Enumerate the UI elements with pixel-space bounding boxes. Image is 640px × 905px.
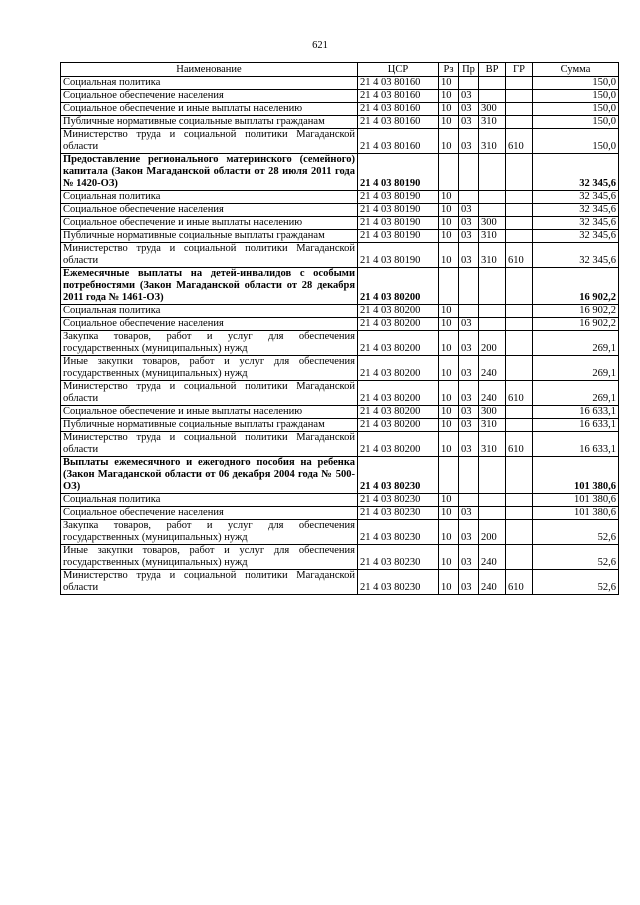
- cell-rz: 10: [439, 432, 459, 457]
- cell-gr: [506, 217, 533, 230]
- cell-sum: 150,0: [533, 129, 619, 154]
- cell-sum: 52,6: [533, 570, 619, 595]
- cell-csr: 21 4 03 80200: [358, 419, 439, 432]
- cell-pr: [459, 457, 479, 494]
- table-row: [61, 570, 619, 595]
- cell-vr: [479, 318, 506, 331]
- cell-sum: 269,1: [533, 356, 619, 381]
- cell-rz: 10: [439, 331, 459, 356]
- cell-vr: 240: [479, 356, 506, 381]
- cell-sum: 269,1: [533, 381, 619, 406]
- cell-gr: [506, 116, 533, 129]
- cell-name: Иные закупки товаров, работ и услуг для обеспечения государственных (муниципальных) нужд: [61, 545, 358, 570]
- cell-rz: 10: [439, 217, 459, 230]
- cell-sum: 16 633,1: [533, 432, 619, 457]
- table-row: [61, 406, 619, 419]
- cell-gr: [506, 494, 533, 507]
- cell-pr: 03: [459, 520, 479, 545]
- cell-name: Социальная политика: [61, 191, 358, 204]
- cell-sum: 150,0: [533, 77, 619, 90]
- cell-vr: 310: [479, 243, 506, 268]
- cell-name: Социальная политика: [61, 77, 358, 90]
- header-rz: Рз: [439, 63, 459, 77]
- cell-pr: 03: [459, 432, 479, 457]
- cell-rz: [439, 154, 459, 191]
- cell-vr: [479, 494, 506, 507]
- table-row: [61, 154, 619, 191]
- cell-csr: 21 4 03 80230: [358, 507, 439, 520]
- cell-gr: [506, 318, 533, 331]
- cell-vr: 310: [479, 129, 506, 154]
- cell-pr: 03: [459, 217, 479, 230]
- cell-gr: [506, 90, 533, 103]
- table-row: [61, 103, 619, 116]
- table-header-row: [61, 63, 619, 77]
- cell-gr: [506, 305, 533, 318]
- cell-gr: [506, 77, 533, 90]
- cell-gr: [506, 230, 533, 243]
- table-row: [61, 457, 619, 494]
- cell-sum: 101 380,6: [533, 457, 619, 494]
- cell-gr: 610: [506, 432, 533, 457]
- cell-name: Выплаты ежемесячного и ежегодного пособия на ребенка (Закон Магаданской области от 06 декабря 2004 года № 500-ОЗ): [61, 457, 358, 494]
- cell-gr: [506, 419, 533, 432]
- cell-rz: 10: [439, 230, 459, 243]
- cell-csr: 21 4 03 80200: [358, 331, 439, 356]
- table-row: [61, 419, 619, 432]
- cell-name: Социальное обеспечение населения: [61, 204, 358, 217]
- cell-pr: 03: [459, 103, 479, 116]
- cell-name: Публичные нормативные социальные выплаты гражданам: [61, 419, 358, 432]
- cell-rz: 10: [439, 243, 459, 268]
- cell-csr: 21 4 03 80230: [358, 570, 439, 595]
- cell-sum: 101 380,6: [533, 494, 619, 507]
- cell-name: Социальное обеспечение и иные выплаты населению: [61, 103, 358, 116]
- cell-csr: 21 4 03 80190: [358, 154, 439, 191]
- cell-vr: 300: [479, 406, 506, 419]
- cell-csr: 21 4 03 80200: [358, 356, 439, 381]
- cell-csr: 21 4 03 80200: [358, 432, 439, 457]
- cell-name: Социальное обеспечение населения: [61, 507, 358, 520]
- table-row: [61, 217, 619, 230]
- cell-gr: [506, 268, 533, 305]
- cell-pr: [459, 191, 479, 204]
- budget-table: [60, 62, 619, 595]
- cell-vr: 310: [479, 419, 506, 432]
- cell-vr: [479, 90, 506, 103]
- cell-csr: 21 4 03 80160: [358, 116, 439, 129]
- cell-rz: 10: [439, 318, 459, 331]
- cell-gr: [506, 356, 533, 381]
- cell-name: Социальное обеспечение и иные выплаты населению: [61, 217, 358, 230]
- cell-sum: 269,1: [533, 331, 619, 356]
- cell-sum: 32 345,6: [533, 243, 619, 268]
- cell-csr: 21 4 03 80190: [358, 191, 439, 204]
- cell-rz: 10: [439, 494, 459, 507]
- cell-name: Ежемесячные выплаты на детей-инвалидов с особыми потребностями (Закон Магаданской области от 28 декабря 2011 года № 1461-ОЗ): [61, 268, 358, 305]
- cell-sum: 32 345,6: [533, 191, 619, 204]
- table-row: [61, 305, 619, 318]
- cell-csr: 21 4 03 80160: [358, 77, 439, 90]
- table-row: [61, 204, 619, 217]
- cell-rz: 10: [439, 191, 459, 204]
- cell-rz: 10: [439, 204, 459, 217]
- cell-sum: 16 902,2: [533, 305, 619, 318]
- cell-pr: [459, 77, 479, 90]
- cell-csr: 21 4 03 80200: [358, 406, 439, 419]
- cell-vr: 310: [479, 230, 506, 243]
- table-row: [61, 77, 619, 90]
- cell-sum: 150,0: [533, 90, 619, 103]
- cell-rz: 10: [439, 406, 459, 419]
- cell-name: Социальное обеспечение и иные выплаты населению: [61, 406, 358, 419]
- cell-pr: [459, 268, 479, 305]
- cell-sum: 52,6: [533, 545, 619, 570]
- cell-csr: 21 4 03 80230: [358, 457, 439, 494]
- cell-gr: [506, 520, 533, 545]
- cell-gr: [506, 103, 533, 116]
- cell-sum: 32 345,6: [533, 217, 619, 230]
- cell-csr: 21 4 03 80190: [358, 204, 439, 217]
- table-row: [61, 268, 619, 305]
- cell-rz: 10: [439, 507, 459, 520]
- cell-vr: 240: [479, 381, 506, 406]
- cell-sum: 32 345,6: [533, 154, 619, 191]
- cell-name: Публичные нормативные социальные выплаты гражданам: [61, 116, 358, 129]
- cell-name: Министерство труда и социальной политики Магаданской области: [61, 570, 358, 595]
- cell-csr: 21 4 03 80230: [358, 545, 439, 570]
- cell-csr: 21 4 03 80230: [358, 494, 439, 507]
- table-row: [61, 90, 619, 103]
- cell-sum: 16 633,1: [533, 419, 619, 432]
- cell-sum: 150,0: [533, 103, 619, 116]
- cell-name: Министерство труда и социальной политики Магаданской области: [61, 432, 358, 457]
- cell-sum: 32 345,6: [533, 230, 619, 243]
- cell-rz: 10: [439, 356, 459, 381]
- cell-pr: 03: [459, 204, 479, 217]
- cell-rz: [439, 268, 459, 305]
- cell-rz: 10: [439, 419, 459, 432]
- cell-gr: [506, 406, 533, 419]
- cell-rz: 10: [439, 90, 459, 103]
- cell-rz: 10: [439, 305, 459, 318]
- header-sum: Сумма: [533, 63, 619, 77]
- table-row: [61, 331, 619, 356]
- table-row: [61, 116, 619, 129]
- cell-gr: [506, 191, 533, 204]
- cell-name: Социальное обеспечение населения: [61, 90, 358, 103]
- cell-sum: 16 633,1: [533, 406, 619, 419]
- cell-csr: 21 4 03 80200: [358, 381, 439, 406]
- cell-pr: [459, 305, 479, 318]
- header-vr: ВР: [479, 63, 506, 77]
- cell-pr: 03: [459, 570, 479, 595]
- cell-gr: [506, 507, 533, 520]
- cell-csr: 21 4 03 80160: [358, 90, 439, 103]
- cell-gr: 610: [506, 570, 533, 595]
- cell-vr: 300: [479, 103, 506, 116]
- cell-rz: 10: [439, 103, 459, 116]
- table-row: [61, 318, 619, 331]
- cell-gr: 610: [506, 243, 533, 268]
- cell-rz: 10: [439, 116, 459, 129]
- cell-vr: 300: [479, 217, 506, 230]
- table-row: [61, 191, 619, 204]
- cell-gr: [506, 545, 533, 570]
- cell-vr: [479, 268, 506, 305]
- table-row: [61, 520, 619, 545]
- cell-csr: 21 4 03 80190: [358, 217, 439, 230]
- table-row: [61, 381, 619, 406]
- cell-rz: 10: [439, 381, 459, 406]
- cell-pr: 03: [459, 230, 479, 243]
- cell-csr: 21 4 03 80160: [358, 103, 439, 116]
- cell-name: Предоставление регионального материнского (семейного) капитала (Закон Магаданской области от 28 июля 2011 года № 1420-ОЗ): [61, 154, 358, 191]
- table-row: [61, 494, 619, 507]
- cell-pr: 03: [459, 419, 479, 432]
- table-row: [61, 507, 619, 520]
- cell-pr: 03: [459, 356, 479, 381]
- cell-vr: 200: [479, 520, 506, 545]
- cell-csr: 21 4 03 80160: [358, 129, 439, 154]
- cell-pr: 03: [459, 116, 479, 129]
- cell-sum: 52,6: [533, 520, 619, 545]
- cell-vr: 240: [479, 545, 506, 570]
- cell-rz: 10: [439, 570, 459, 595]
- cell-pr: 03: [459, 243, 479, 268]
- cell-pr: 03: [459, 406, 479, 419]
- cell-pr: 03: [459, 331, 479, 356]
- cell-pr: 03: [459, 507, 479, 520]
- cell-name: Министерство труда и социальной политики Магаданской области: [61, 129, 358, 154]
- cell-pr: 03: [459, 90, 479, 103]
- cell-rz: 10: [439, 520, 459, 545]
- cell-csr: 21 4 03 80230: [358, 520, 439, 545]
- cell-vr: 200: [479, 331, 506, 356]
- cell-gr: 610: [506, 129, 533, 154]
- cell-rz: 10: [439, 77, 459, 90]
- cell-csr: 21 4 03 80200: [358, 318, 439, 331]
- cell-vr: [479, 154, 506, 191]
- cell-vr: [479, 457, 506, 494]
- cell-csr: 21 4 03 80190: [358, 243, 439, 268]
- cell-gr: [506, 154, 533, 191]
- cell-pr: 03: [459, 381, 479, 406]
- cell-csr: 21 4 03 80200: [358, 305, 439, 318]
- cell-name: Публичные нормативные социальные выплаты гражданам: [61, 230, 358, 243]
- cell-pr: [459, 494, 479, 507]
- table-row: [61, 545, 619, 570]
- header-pr: Пр: [459, 63, 479, 77]
- header-name: Наименование: [61, 63, 358, 77]
- cell-rz: 10: [439, 129, 459, 154]
- cell-rz: [439, 457, 459, 494]
- cell-gr: 610: [506, 381, 533, 406]
- table-row: [61, 129, 619, 154]
- cell-sum: 32 345,6: [533, 204, 619, 217]
- cell-vr: 310: [479, 432, 506, 457]
- cell-sum: 16 902,2: [533, 268, 619, 305]
- cell-name: Социальная политика: [61, 305, 358, 318]
- cell-name: Социальное обеспечение населения: [61, 318, 358, 331]
- cell-sum: 16 902,2: [533, 318, 619, 331]
- cell-name: Закупка товаров, работ и услуг для обеспечения государственных (муниципальных) нужд: [61, 520, 358, 545]
- cell-gr: [506, 204, 533, 217]
- cell-vr: [479, 191, 506, 204]
- cell-name: Иные закупки товаров, работ и услуг для обеспечения государственных (муниципальных) нужд: [61, 356, 358, 381]
- cell-vr: [479, 507, 506, 520]
- cell-pr: 03: [459, 129, 479, 154]
- table-row: [61, 230, 619, 243]
- cell-name: Министерство труда и социальной политики Магаданской области: [61, 243, 358, 268]
- cell-vr: 240: [479, 570, 506, 595]
- cell-vr: [479, 77, 506, 90]
- cell-pr: 03: [459, 318, 479, 331]
- cell-sum: 150,0: [533, 116, 619, 129]
- cell-vr: [479, 305, 506, 318]
- table-row: [61, 432, 619, 457]
- cell-name: Министерство труда и социальной политики Магаданской области: [61, 381, 358, 406]
- cell-sum: 101 380,6: [533, 507, 619, 520]
- table-row: [61, 356, 619, 381]
- page-number: 621: [312, 40, 328, 51]
- header-gr: ГР: [506, 63, 533, 77]
- cell-gr: [506, 457, 533, 494]
- cell-pr: [459, 154, 479, 191]
- cell-name: Социальная политика: [61, 494, 358, 507]
- cell-vr: 310: [479, 116, 506, 129]
- header-csr: ЦСР: [358, 63, 439, 77]
- cell-pr: 03: [459, 545, 479, 570]
- cell-csr: 21 4 03 80200: [358, 268, 439, 305]
- table-row: [61, 243, 619, 268]
- cell-csr: 21 4 03 80190: [358, 230, 439, 243]
- cell-gr: [506, 331, 533, 356]
- cell-name: Закупка товаров, работ и услуг для обеспечения государственных (муниципальных) нужд: [61, 331, 358, 356]
- cell-rz: 10: [439, 545, 459, 570]
- cell-vr: [479, 204, 506, 217]
